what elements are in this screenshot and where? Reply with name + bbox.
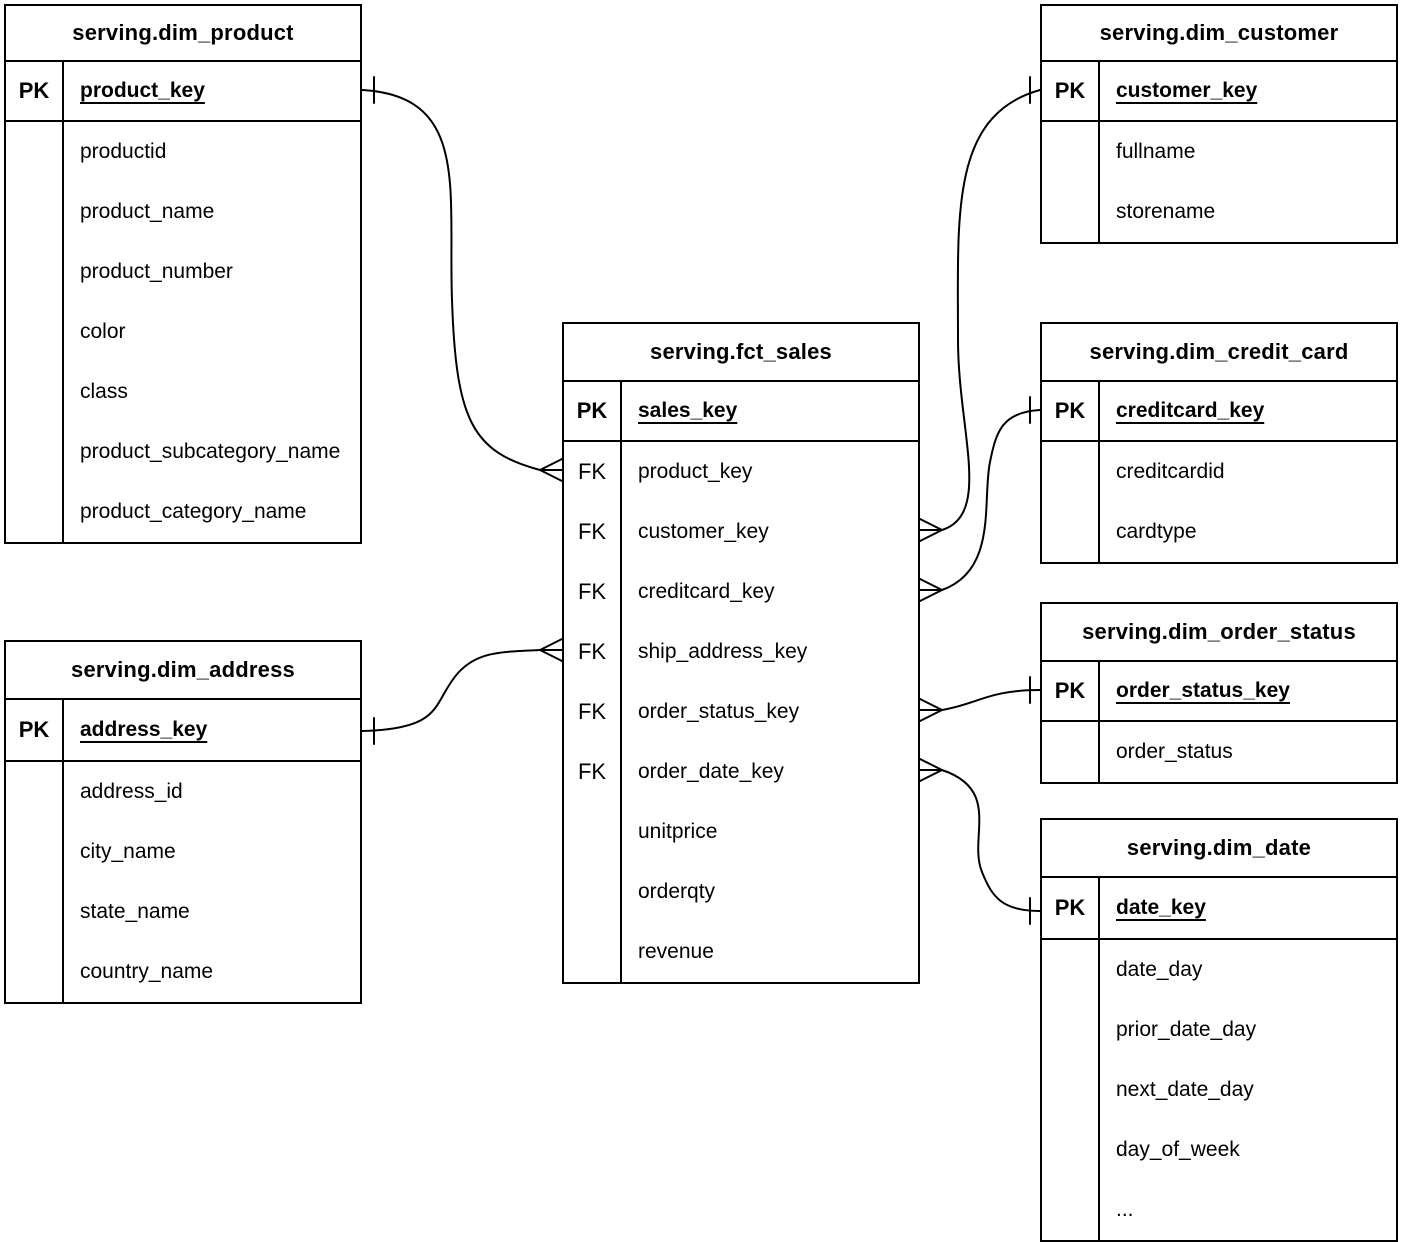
key-badge	[1042, 122, 1100, 182]
field-name: product_key	[638, 459, 753, 483]
field-name: product_number	[80, 259, 233, 283]
field-name: ...	[1116, 1197, 1134, 1221]
relationship-line	[942, 770, 1040, 911]
key-badge: FK	[564, 682, 622, 742]
field-name: order_status_key	[638, 699, 800, 723]
relationship-fct-sales-creditcard_key-to-dim-credit-card[interactable]	[920, 397, 1040, 601]
crow-foot-many-marker	[920, 519, 942, 541]
attribute-row	[6, 242, 360, 302]
attribute-row	[1042, 1000, 1396, 1060]
key-badge	[6, 122, 64, 182]
attribute-row	[1042, 502, 1396, 562]
key-badge: FK	[564, 442, 622, 502]
field-name: creditcard_key	[638, 579, 775, 603]
key-badge: FK	[564, 502, 622, 562]
field-name: address_id	[80, 779, 183, 803]
field-name: storename	[1116, 199, 1216, 223]
field-name: ship_address_key	[638, 639, 808, 663]
entity-title: serving.dim_address	[6, 642, 360, 700]
attribute-row	[6, 302, 360, 362]
attribute-row	[1042, 1180, 1396, 1240]
attribute-row	[1042, 442, 1396, 502]
key-badge	[6, 302, 64, 362]
key-badge: FK	[564, 742, 622, 802]
primary-key-row	[6, 700, 360, 762]
attribute-row	[564, 622, 918, 682]
pk-field-name: creditcard_key	[1116, 398, 1265, 422]
relationship-fct-sales-order_date_key-to-dim-date[interactable]	[920, 759, 1040, 924]
relationship-line	[362, 650, 540, 731]
pk-field-name: date_key	[1116, 895, 1206, 919]
crow-foot-many-marker	[920, 759, 942, 781]
entity-title: serving.fct_sales	[564, 324, 918, 382]
field-name: productid	[80, 139, 167, 163]
attribute-row	[1042, 122, 1396, 182]
key-badge: FK	[564, 562, 622, 622]
crow-foot-many-marker	[920, 579, 942, 601]
pk-field-name: sales_key	[638, 398, 738, 422]
field-name: product_name	[80, 199, 215, 223]
field-name: city_name	[80, 839, 176, 863]
attribute-row	[564, 442, 918, 502]
entity-dim-credit-card[interactable]	[1040, 322, 1398, 564]
key-badge	[1042, 722, 1100, 782]
field-name: customer_key	[638, 519, 769, 543]
relationship-line	[942, 690, 1040, 710]
field-name: unitprice	[638, 819, 718, 843]
field-name: state_name	[80, 899, 190, 923]
attribute-row	[564, 682, 918, 742]
field-name: class	[80, 379, 128, 403]
field-name: prior_date_day	[1116, 1017, 1257, 1041]
field-name: country_name	[80, 959, 214, 983]
key-badge	[6, 182, 64, 242]
key-badge	[1042, 442, 1100, 502]
field-name: orderqty	[638, 879, 716, 903]
attribute-row	[6, 482, 360, 542]
crow-foot-many-marker	[540, 639, 562, 661]
key-badge	[6, 942, 64, 1002]
key-badge	[6, 882, 64, 942]
key-badge	[6, 822, 64, 882]
pk-badge: PK	[1042, 382, 1100, 440]
field-name: next_date_day	[1116, 1077, 1254, 1101]
key-badge	[564, 862, 622, 922]
key-badge	[1042, 1180, 1100, 1240]
key-badge	[1042, 940, 1100, 1000]
attribute-row	[564, 862, 918, 922]
key-badge	[6, 482, 64, 542]
field-name: day_of_week	[1116, 1137, 1240, 1161]
pk-badge: PK	[1042, 62, 1100, 120]
relationship-fct-sales-ship_address_key-to-dim-address[interactable]	[362, 639, 562, 744]
attribute-row	[1042, 182, 1396, 242]
key-badge	[564, 802, 622, 862]
relationship-fct-sales-customer_key-to-dim-customer[interactable]	[920, 77, 1040, 541]
field-name: date_day	[1116, 957, 1203, 981]
key-badge	[6, 242, 64, 302]
entity-title: serving.dim_order_status	[1042, 604, 1396, 662]
attribute-row	[6, 362, 360, 422]
field-name: order_date_key	[638, 759, 784, 783]
attribute-row	[6, 762, 360, 822]
field-name: revenue	[638, 939, 714, 963]
attribute-row	[6, 182, 360, 242]
entity-dim-product[interactable]	[4, 4, 362, 544]
key-badge	[564, 922, 622, 982]
field-name: order_status	[1116, 739, 1233, 763]
entity-fct-sales[interactable]	[562, 322, 920, 984]
attribute-row	[564, 802, 918, 862]
field-name: creditcardid	[1116, 459, 1225, 483]
relationship-line	[942, 410, 1040, 590]
entity-title: serving.dim_product	[6, 6, 360, 62]
entity-dim-order-status[interactable]	[1040, 602, 1398, 784]
primary-key-row	[1042, 878, 1396, 940]
key-badge	[1042, 1120, 1100, 1180]
attribute-row	[1042, 1060, 1396, 1120]
key-badge	[1042, 502, 1100, 562]
primary-key-row	[564, 382, 918, 442]
attribute-row	[6, 942, 360, 1002]
pk-field-name: order_status_key	[1116, 678, 1290, 702]
key-badge	[1042, 1000, 1100, 1060]
field-name: cardtype	[1116, 519, 1197, 543]
crow-foot-many-marker	[920, 699, 942, 721]
entity-title: serving.dim_credit_card	[1042, 324, 1396, 382]
entity-title: serving.dim_date	[1042, 820, 1396, 878]
field-name: product_subcategory_name	[80, 439, 341, 463]
key-badge	[6, 362, 64, 422]
field-name: color	[80, 319, 126, 343]
primary-key-row	[6, 62, 360, 122]
entity-dim-date[interactable]	[1040, 818, 1398, 1242]
key-badge: FK	[564, 622, 622, 682]
crow-foot-many-marker	[540, 459, 562, 481]
field-name: product_category_name	[80, 499, 307, 523]
attribute-row	[564, 922, 918, 982]
entity-dim-customer[interactable]	[1040, 4, 1398, 244]
pk-badge: PK	[1042, 662, 1100, 720]
pk-badge: PK	[6, 700, 64, 760]
pk-field-name: address_key	[80, 717, 208, 741]
entity-title: serving.dim_customer	[1042, 6, 1396, 62]
attribute-row	[6, 882, 360, 942]
pk-badge: PK	[564, 382, 622, 440]
entity-dim-address[interactable]	[4, 640, 362, 1004]
primary-key-row	[1042, 662, 1396, 722]
attribute-row	[564, 502, 918, 562]
primary-key-row	[1042, 62, 1396, 122]
attribute-row	[1042, 1120, 1396, 1180]
relationship-line	[942, 90, 1040, 530]
attribute-row	[564, 742, 918, 802]
key-badge	[1042, 1060, 1100, 1120]
pk-field-name: customer_key	[1116, 78, 1258, 102]
primary-key-row	[1042, 382, 1396, 442]
key-badge	[6, 762, 64, 822]
pk-badge: PK	[6, 62, 64, 120]
pk-field-name: product_key	[80, 78, 205, 102]
attribute-row	[1042, 940, 1396, 1000]
relationship-fct-sales-order_status_key-to-dim-order-status[interactable]	[920, 677, 1040, 721]
relationship-fct-sales-product_key-to-dim-product[interactable]	[362, 77, 562, 481]
attribute-row	[6, 822, 360, 882]
attribute-row	[1042, 722, 1396, 782]
attribute-row	[564, 562, 918, 622]
relationship-line	[362, 90, 540, 470]
key-badge	[6, 422, 64, 482]
pk-badge: PK	[1042, 878, 1100, 938]
attribute-row	[6, 122, 360, 182]
attribute-row	[6, 422, 360, 482]
field-name: fullname	[1116, 139, 1196, 163]
key-badge	[1042, 182, 1100, 242]
